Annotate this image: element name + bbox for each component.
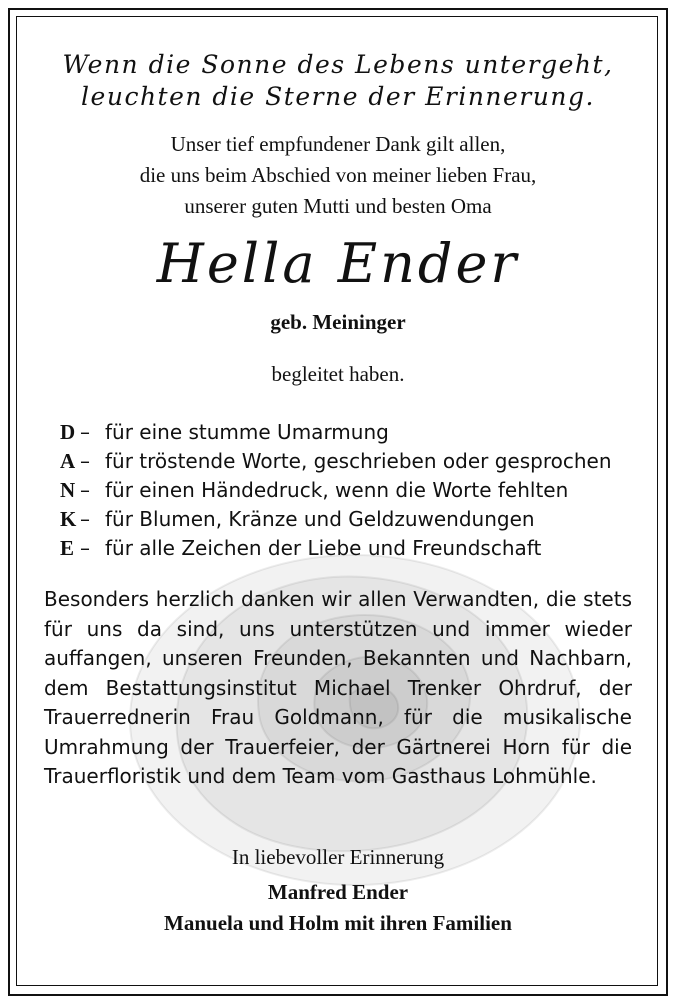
- intro-line-3: unserer guten Mutti und besten Oma: [184, 194, 492, 218]
- signer-2: Manuela und Holm mit ihren Familien: [164, 911, 512, 935]
- acrostic-line: [60, 478, 660, 503]
- acrostic-text: für alle Zeichen der Liebe und Freundschaft: [105, 536, 542, 560]
- acrostic-text: für einen Händedruck, wenn die Worte fehlten: [105, 478, 569, 502]
- acrostic-dash: –: [80, 420, 90, 444]
- acrostic-letter: A: [60, 449, 76, 473]
- acrostic-text: für Blumen, Kränze und Geldzuwendungen: [105, 507, 535, 531]
- acrostic-line: [60, 420, 660, 445]
- motto-line-2: leuchten die Sterne der Erinnerung.: [81, 82, 595, 111]
- acrostic-line: [60, 449, 660, 474]
- thanks-paragraph: Besonders herzlich danken wir allen Verwandten, die stets für uns da sind, uns unterstützen und immer wieder auffangen, unseren Freunden, Bekannten und Nachbarn, dem Bestattungsinstitut Michael Trenker Ohrdruf, der Trauerrednerin Frau Goldmann, für die musikalische Umrahmung der Trauerfeier, der Gärtnerei Horn für die Trauerfloristik und dem Team vom Gasthaus Lohmühle.: [44, 587, 632, 788]
- acrostic-letter: N: [60, 478, 76, 502]
- acrostic-line: [60, 507, 660, 532]
- acrostic-letter: K: [60, 507, 77, 531]
- intro-line-1: Unser tief empfundener Dank gilt allen,: [170, 132, 506, 156]
- intro-line-2: die uns beim Abschied von meiner lieben Frau,: [139, 163, 537, 187]
- acrostic-dash: –: [80, 449, 90, 473]
- acrostic-text: für eine stumme Umarmung: [105, 420, 389, 444]
- acrostic-dash: –: [80, 478, 90, 502]
- acrostic-letter: D: [60, 420, 76, 444]
- closing-phrase: In liebevoller Erinnerung: [231, 845, 445, 869]
- acrostic-text: für tröstende Worte, geschrieben oder gesprochen: [105, 449, 612, 473]
- birth-name: geb. Meininger: [270, 310, 406, 334]
- deceased-name: Hella Ender: [156, 232, 520, 295]
- acrostic-letter: E: [60, 536, 75, 560]
- acrostic-line: [60, 536, 660, 561]
- accompanied-text: begleitet haben.: [271, 362, 405, 386]
- signer-1: Manfred Ender: [267, 880, 409, 904]
- acrostic-dash: –: [80, 536, 90, 560]
- acrostic-dash: –: [80, 507, 90, 531]
- motto-line-1: Wenn die Sonne des Lebens untergeht,: [62, 50, 614, 79]
